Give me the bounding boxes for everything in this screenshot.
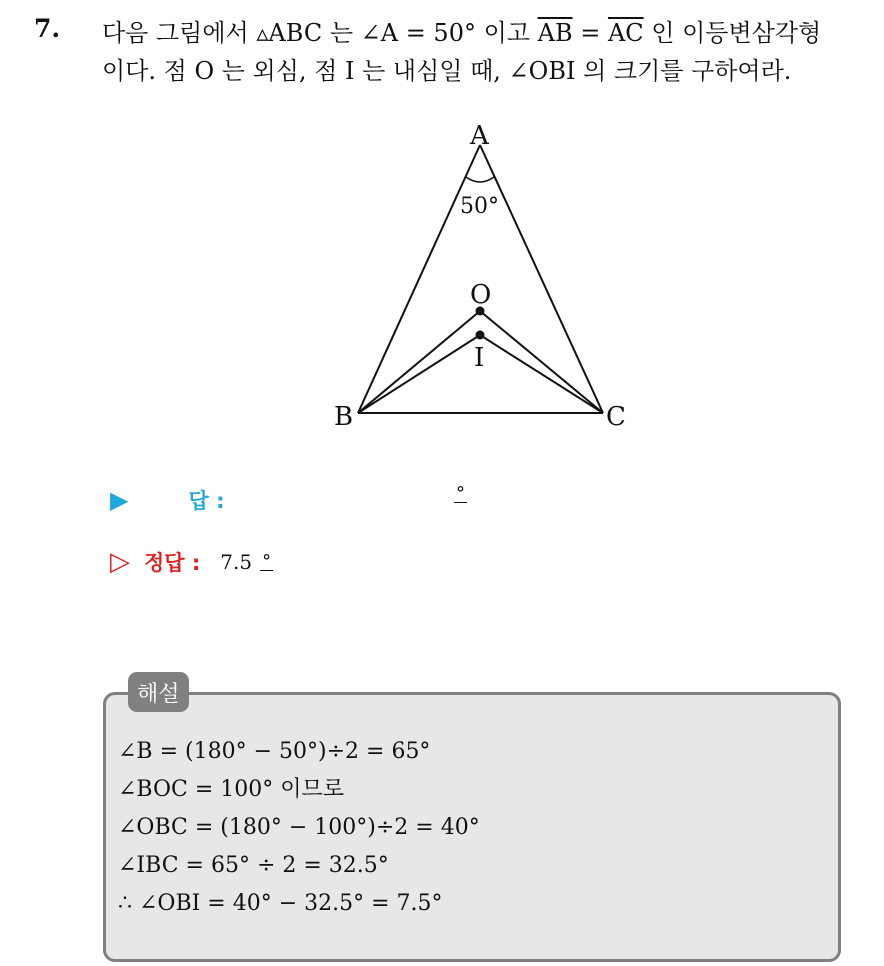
segment-bo <box>358 311 480 413</box>
correct-label: 정답 : <box>144 551 201 575</box>
side-ac <box>480 145 603 413</box>
label-c: C <box>606 402 626 432</box>
label-o: O <box>470 280 492 310</box>
explanation-title: 해설 <box>128 672 189 712</box>
segment-co <box>480 311 603 413</box>
outline-triangle-icon: ▷ <box>110 547 130 577</box>
explanation-lines <box>118 733 480 923</box>
correct-unit: ° <box>262 550 272 572</box>
segment-ab: $\overline{AB}$ <box>537 19 573 47</box>
point-i <box>476 331 485 340</box>
correct-value: 7.5 <box>220 550 253 574</box>
answer-label: 답 : <box>188 489 225 513</box>
explanation-line: ∠B = (180° − 50°)÷2 = 65° <box>118 739 431 764</box>
explanation-line: ∠BOC = 100° 이므로 <box>118 777 345 802</box>
angle-label: 50° <box>460 194 499 219</box>
answer-row <box>110 484 224 516</box>
explanation-line: ∠OBC = (180° − 100°)÷2 = 40° <box>118 815 480 840</box>
side-ab <box>358 145 480 413</box>
answer-unit: ° <box>456 483 465 504</box>
angle-arc-a <box>466 177 494 182</box>
question-number: 7. <box>34 14 61 43</box>
play-triangle-icon: ▶ <box>110 486 129 514</box>
segment-ac: $\overline{AC}$ <box>607 19 644 47</box>
explanation-line: ∴ ∠OBI = 40° − 32.5° = 7.5° <box>118 891 443 916</box>
question-line-2: 이다. 점 O 는 외심, 점 I 는 내심일 때, ∠OBI 의 크기를 구하여라. <box>102 57 792 85</box>
label-b: B <box>334 402 354 432</box>
label-a: A <box>470 121 489 151</box>
question-line-1: 다음 그림에서 ▵ABC 는 ∠A = 50° 이고 $\overline{AB} = \overline{AC}$ 인 이등변삼각형 <box>102 19 822 47</box>
question-text <box>102 14 872 90</box>
correct-answer-row <box>110 546 273 578</box>
triangle-figure <box>320 115 640 440</box>
explanation-line: ∠IBC = 65° ÷ 2 = 32.5° <box>118 853 389 878</box>
label-i: I <box>474 343 485 373</box>
